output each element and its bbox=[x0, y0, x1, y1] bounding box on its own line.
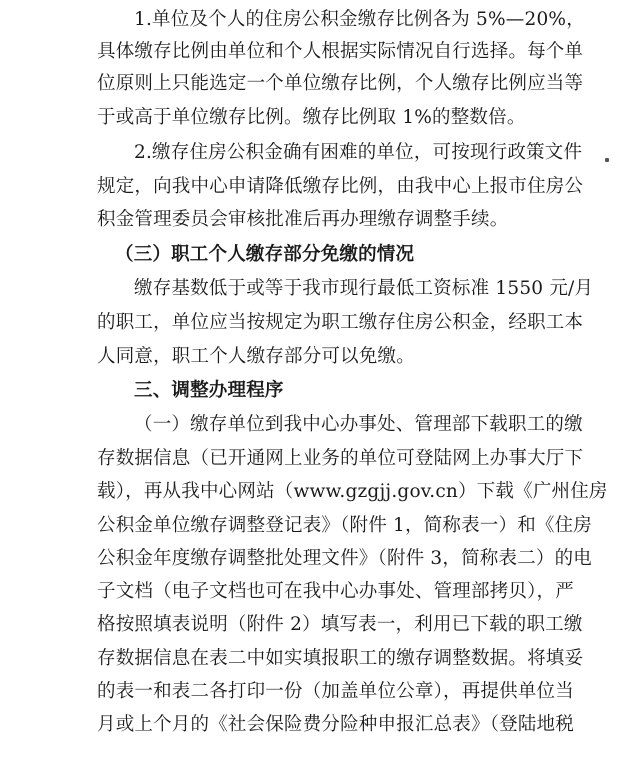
paragraph-line: 1.单位及个人的住房公积金缴存比例各为 5%—20%， bbox=[134, 9, 585, 30]
paragraph-line: 月或上个月的《社会保险费分险种申报汇总表》（登陆地税 bbox=[97, 714, 574, 735]
section-heading: （三）职工个人缴存部分免缴的情况 bbox=[115, 244, 415, 265]
paragraph-line: 的表一和表二各打印一份（加盖单位公章），再提供单位当 bbox=[97, 681, 574, 702]
paragraph-line: 人同意，职工个人缴存部分可以免缴。 bbox=[97, 346, 415, 367]
paragraph-line: 存数据信息（已开通网上业务的单位可登陆网上办事大厅下 bbox=[97, 448, 584, 469]
paragraph-line: 的职工，单位应当按规定为职工缴存住房公积金，经职工本 bbox=[97, 312, 584, 333]
paragraph-line: 公积金单位缴存调整登记表》（附件 1，简称表一）和《住房 bbox=[97, 515, 593, 536]
paragraph-line: 子文档（电子文档也可在我中心办事处、管理部拷贝），严 bbox=[97, 581, 574, 602]
scan-speck bbox=[605, 158, 609, 162]
section-heading: 三、调整办理程序 bbox=[134, 380, 284, 401]
paragraph-line: 具体缴存比例由单位和个人根据实际情况自行选择。每个单 bbox=[97, 41, 584, 62]
paragraph-line: 缴存基数低于或等于我市现行最低工资标准 1550 元/月 bbox=[134, 278, 594, 299]
paragraph-line: 于或高于单位缴存比例。缴存比例取 1%的整数倍。 bbox=[97, 107, 526, 128]
paragraph-line: 载），再从我中心网站（www.gzgjj.gov.cn）下载《广州住房 bbox=[97, 481, 608, 502]
paragraph-line: 2.缴存住房公积金确有困难的单位，可按现行政策文件 bbox=[134, 142, 583, 163]
paragraph-line: 位原则上只能选定一个单位缴存比例，个人缴存比例应当等 bbox=[97, 73, 584, 94]
paragraph-line: 规定，向我中心申请降低缴存比例，由我中心上报市住房公 bbox=[97, 176, 584, 197]
paragraph-line: 格按照填表说明（附件 2）填写表一，利用已下载的职工缴 bbox=[97, 614, 583, 635]
paragraph-line: 公积金年度缴存调整批处理文件》（附件 3，简称表二）的电 bbox=[97, 548, 593, 569]
paragraph-line: 存数据信息在表二中如实填报职工的缴存调整数据。将填妥 bbox=[97, 648, 584, 669]
paragraph-line: 积金管理委员会审核批准后再办理缴存调整手续。 bbox=[97, 209, 509, 230]
paragraph-line: （一）缴存单位到我中心办事处、管理部下载职工的缴 bbox=[134, 414, 583, 435]
